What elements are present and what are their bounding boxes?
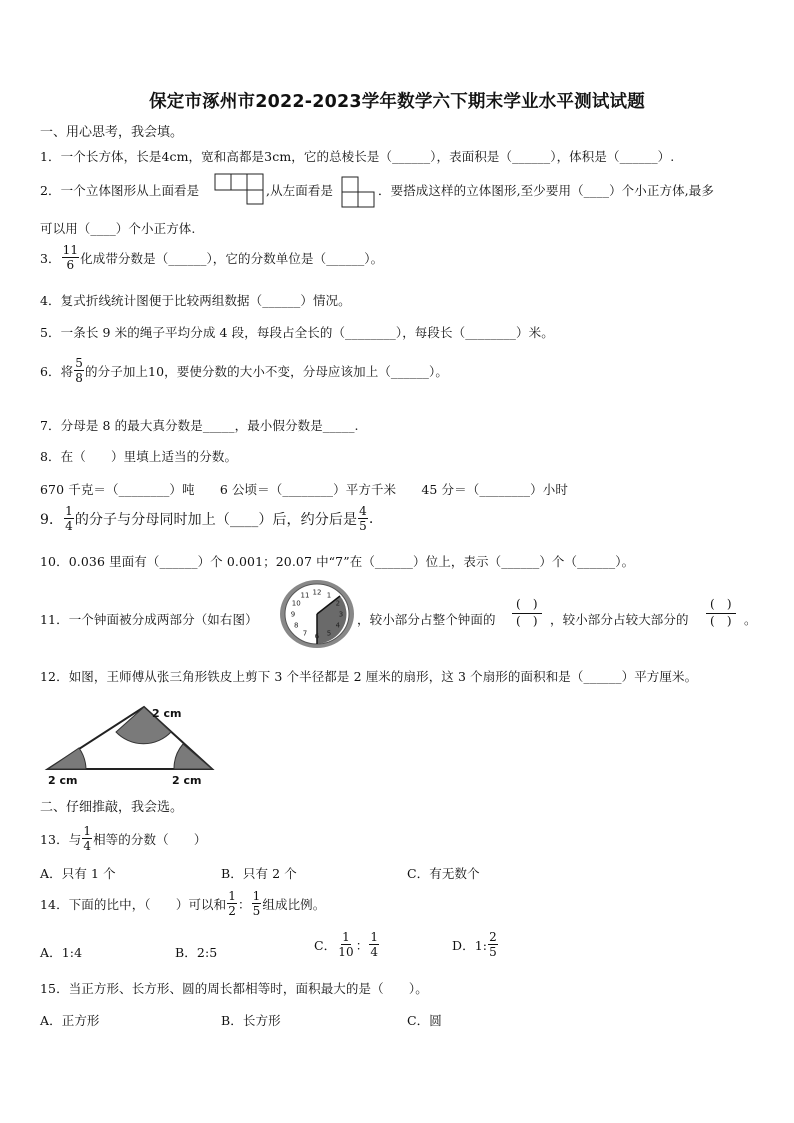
option-15-c[interactable]: C．圆 bbox=[407, 1013, 442, 1028]
question-2-part-c: ．要搭成这样的立体图形,至少要用（____）个小正方体,最多 bbox=[378, 183, 714, 198]
question-2-part-a: 2．一个立体图形从上面看是 bbox=[40, 183, 200, 198]
fraction-2-5 bbox=[488, 931, 498, 958]
fraction-1-4 bbox=[82, 825, 92, 852]
clock-number: 5 bbox=[326, 629, 332, 638]
clock-number: 4 bbox=[335, 621, 341, 630]
question-8-items: 670 千克＝（________）吨 6 公顷＝（________）平方千米 45 分＝（________）小时 bbox=[40, 482, 568, 497]
fraction-1-10 bbox=[337, 931, 354, 958]
question-10: 10．0.036 里面有（______）个 0.001；20.07 中“7”在（______）位上，表示（______）个（______）。 bbox=[40, 554, 635, 569]
fraction-4-5 bbox=[358, 505, 368, 532]
blank-numerator: ( ) bbox=[706, 598, 736, 614]
fraction-numerator: 1 bbox=[228, 889, 237, 903]
fraction-1-4 bbox=[369, 931, 379, 958]
option-letter: D．1: bbox=[452, 937, 488, 953]
option-15-b[interactable]: B．长方形 bbox=[221, 1013, 281, 1028]
sector-right bbox=[174, 744, 212, 769]
question-6-text: 的分子加上10，要使分数的大小不变，分母应该加上（______）。 bbox=[85, 363, 448, 379]
answer-fraction-blank-2 bbox=[706, 598, 736, 629]
label-right-radius: 2 cm bbox=[172, 774, 202, 787]
clock-number: 8 bbox=[293, 621, 299, 630]
question-6 bbox=[40, 357, 448, 384]
question-9-end: . bbox=[368, 510, 374, 527]
clock-face-figure bbox=[278, 578, 356, 650]
question-13-number: 13．与 bbox=[40, 831, 82, 847]
question-14-number: 14．下面的比中，（ ）可以和 bbox=[40, 896, 227, 912]
clock-number: 10 bbox=[291, 599, 301, 608]
blank-denominator: ( ) bbox=[710, 613, 732, 628]
question-8: 8．在（ ）里填上适当的分数。 bbox=[40, 449, 238, 464]
question-11-end: 。 bbox=[744, 612, 757, 627]
question-1: 1．一个长方体，长是4cm，宽和高都是3cm，它的总棱长是（______），表面积是（______），体积是（______）. bbox=[40, 149, 675, 164]
question-13-text: 相等的分数（ ） bbox=[93, 831, 207, 847]
question-3 bbox=[40, 244, 383, 271]
question-3-number: 3． bbox=[40, 250, 61, 266]
section-2-heading: 二、仔细推敲，我会选。 bbox=[40, 800, 184, 815]
fraction-1-2 bbox=[227, 890, 237, 917]
blank-denominator: ( ) bbox=[516, 613, 538, 628]
fraction-denominator: 10 bbox=[338, 945, 354, 959]
fraction-numerator: 1 bbox=[252, 889, 261, 903]
question-4: 4．复式折线统计图便于比较两组数据（______）情况。 bbox=[40, 293, 351, 308]
question-11-part-c: ，较小部分占较大部分的 bbox=[550, 612, 689, 627]
label-top-radius: 2 cm bbox=[152, 707, 182, 720]
clock-number: 9 bbox=[290, 610, 296, 619]
fraction-denominator: 4 bbox=[370, 945, 379, 959]
fraction-11-6 bbox=[62, 244, 79, 271]
top-view-figure bbox=[214, 172, 266, 206]
fraction-numerator: 11 bbox=[62, 243, 79, 257]
ratio-colon: ： bbox=[238, 896, 251, 912]
clock-number: 11 bbox=[300, 591, 310, 600]
question-9-text: 的分子与分母同时加上（____）后，约分后是 bbox=[74, 511, 358, 528]
question-13 bbox=[40, 825, 206, 852]
fraction-denominator: 8 bbox=[75, 371, 84, 385]
question-2-part-d: 可以用（____）个小正方体. bbox=[40, 221, 196, 236]
clock-number: 7 bbox=[302, 629, 308, 638]
fraction-1-4 bbox=[64, 505, 74, 532]
fraction-numerator: 4 bbox=[359, 504, 367, 518]
option-15-a[interactable]: A．正方形 bbox=[40, 1013, 100, 1028]
fraction-denominator: 6 bbox=[66, 258, 75, 272]
blank-numerator: ( ) bbox=[512, 598, 542, 614]
option-letter: C． bbox=[314, 937, 337, 953]
sector-left bbox=[48, 748, 86, 769]
fraction-5-8 bbox=[74, 357, 84, 384]
option-13-b[interactable]: B．只有 2 个 bbox=[221, 866, 297, 881]
fraction-denominator: 4 bbox=[65, 519, 73, 533]
fraction-numerator: 5 bbox=[75, 356, 84, 370]
clock-number: 1 bbox=[326, 591, 332, 600]
fraction-numerator: 1 bbox=[342, 930, 350, 944]
question-14 bbox=[40, 890, 325, 917]
clock-number: 3 bbox=[338, 610, 344, 619]
question-5: 5．一条长 9 米的绳子平均分成 4 段，每段占全长的（________），每段长（________）米。 bbox=[40, 325, 554, 340]
fraction-denominator: 5 bbox=[252, 904, 261, 918]
answer-fraction-blank-1 bbox=[512, 598, 542, 629]
clock-number: 12 bbox=[312, 588, 322, 597]
fraction-numerator: 1 bbox=[370, 930, 379, 944]
question-2-part-b: ,从左面看是 bbox=[266, 183, 334, 198]
ratio-colon: ： bbox=[355, 937, 369, 953]
question-11-part-a: 11．一个钟面被分成两部分（如右图） bbox=[40, 612, 258, 627]
question-6-number: 6．将 bbox=[40, 363, 74, 379]
fraction-denominator: 4 bbox=[83, 839, 92, 853]
fraction-1-5 bbox=[252, 890, 262, 917]
option-13-a[interactable]: A．只有 1 个 bbox=[40, 866, 116, 881]
clock-number: 2 bbox=[335, 599, 341, 608]
left-view-figure bbox=[341, 176, 377, 210]
fraction-numerator: 1 bbox=[65, 504, 73, 518]
question-9 bbox=[40, 505, 373, 532]
clock-number: 6 bbox=[314, 632, 320, 641]
fraction-denominator: 5 bbox=[359, 519, 367, 533]
page-title: 保定市涿州市2022-2023学年数学六下期末学业水平测试试题 bbox=[149, 92, 645, 112]
option-14-d[interactable] bbox=[452, 931, 499, 958]
top-view-grid bbox=[215, 174, 263, 204]
question-15: 15．当正方形、长方形、圆的周长都相等时，面积最大的是（ ）。 bbox=[40, 981, 428, 996]
fraction-denominator: 2 bbox=[228, 904, 237, 918]
question-11-part-b: ，较小部分占整个钟面的 bbox=[357, 612, 496, 627]
triangle-sectors-figure bbox=[40, 698, 220, 790]
question-12: 12．如图，王师傅从张三角形铁皮上剪下 3 个半径都是 2 厘米的扇形，这 3 个扇形的面积和是（______）平方厘米。 bbox=[40, 669, 698, 684]
question-7: 7．分母是 8 的最大真分数是_____，最小假分数是_____. bbox=[40, 418, 359, 433]
fraction-numerator: 2 bbox=[489, 930, 497, 944]
left-view-grid bbox=[342, 177, 374, 207]
fraction-denominator: 5 bbox=[489, 945, 497, 959]
question-14-text: 组成比例。 bbox=[262, 896, 326, 912]
option-13-c[interactable]: C．有无数个 bbox=[407, 866, 480, 881]
question-3-text: 化成带分数是（______），它的分数单位是（______）。 bbox=[80, 250, 384, 266]
label-left-radius: 2 cm bbox=[48, 774, 78, 787]
section-1-heading: 一、用心思考，我会填。 bbox=[40, 125, 184, 140]
option-14-b[interactable]: B．2:5 bbox=[175, 945, 218, 960]
fraction-numerator: 1 bbox=[83, 824, 92, 838]
option-14-c[interactable] bbox=[314, 931, 380, 958]
option-14-a[interactable]: A．1:4 bbox=[40, 945, 83, 960]
question-9-number: 9． bbox=[40, 511, 64, 528]
